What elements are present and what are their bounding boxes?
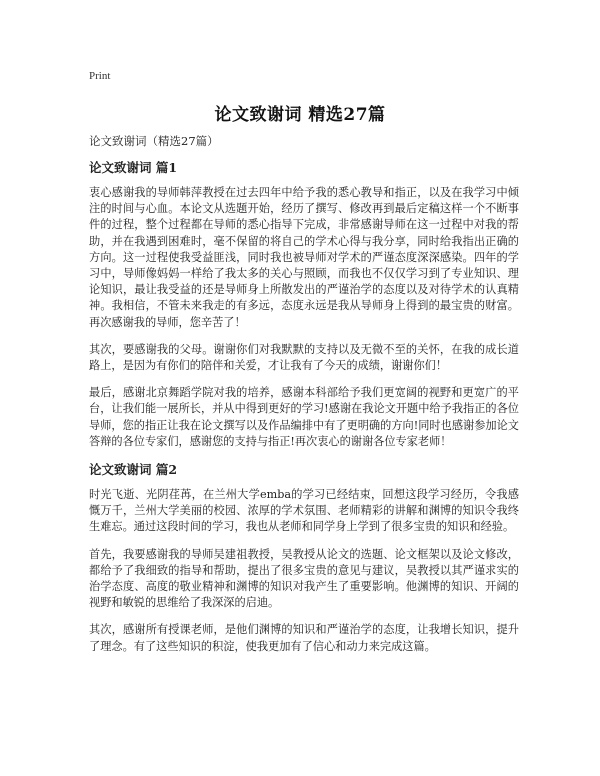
section-heading: 论文致谢词 篇1 bbox=[89, 160, 178, 175]
page-title: 论文致谢词 精选27篇 bbox=[214, 105, 386, 125]
paragraph: 其次，要感谢我的父母。谢谢你们对我默默的支持以及无微不至的关怀，在我的成长道路上，是因为有你们的陪伴和关爱，才让我有了今天的成绩，谢谢你们！ bbox=[89, 342, 519, 373]
section-heading: 论文致谢词 篇2 bbox=[89, 462, 178, 478]
document-subtitle: 论文致谢词（精选27篇） bbox=[89, 134, 219, 148]
paragraph: 时光飞逝、光阴荏苒，在兰州大学emba的学习已经结束，回想这段学习经历，令我感慨万千，兰州大学美丽的校园、浓厚的学术氛围、老师精彩的讲解和渊博的知识令我终生难忘。通过这段时间的学习，我也从老师和同学身上学到了很多宝贵的知识和经验。 bbox=[89, 488, 519, 534]
paragraph: 衷心感谢我的导师韩萍教授在过去四年中给予我的悉心教导和指正，以及在我学习中倾注的时间与心血。本论文从选题开始，经历了撰写、修改再到最后定稿这样一个不断事件的过程，整个过程都在导师的悉心指导下完成，非常感谢导师在这一过程中对我的帮助，并在我遇到困难时，毫不保留的将自己的学术心得与我分享，同时给我指出正确的方向。这一过程使我受益匪浅，同时我也被导师对学术的严谨态度深深感染。四年的学习中，导师像妈妈一样给了我太多的关心与照顾，而我也不仅仅学习到了专业知识、理论知识，最让我受益的还是导师身上所散发出的严谨治学的态度以及对待学术的认真精神。我相信，不管未来我走的有多远，态度永远是我从导师身上得到的最宝贵的财富。再次感谢我的导师，您辛苦了！ bbox=[89, 186, 519, 329]
section-2 bbox=[89, 461, 519, 655]
paragraph: 其次，感谢所有授课老师，是他们渊博的知识和严谨治学的态度，让我增长知识，提升了理念。有了这些知识的积淀，使我更加有了信心和动力来完成这篇。 bbox=[89, 623, 519, 653]
print-label: Print bbox=[89, 70, 111, 82]
paragraph: 首先，我要感谢我的导师吴建祖教授，吴教授从论文的选题、论文框架以及论文修改，都给予了我细致的指导和帮助，提出了很多宝贵的意见与建议，吴教授以其严谨求实的治学态度、高度的敬业精神和渊博的知识对我产生了重要影响。他渊博的知识、开阔的视野和敏锐的思维给了我深深的启迪。 bbox=[89, 547, 519, 610]
section-1 bbox=[89, 159, 519, 450]
paragraph: 最后，感谢北京舞蹈学院对我的培养，感谢本科部给予我们更宽阔的视野和更宽广的平台，让我们能一展所长，并从中得到更好的学习!感谢在我论文开题中给予我指正的各位导师，您的指正让我在论文撰写以及作品编排中有了更明确的方向!同时也感谢参加论文答辩的各位专家们，感谢您的支持与指正!再次衷心的谢谢各位专家老师！ bbox=[89, 386, 519, 448]
document-body bbox=[89, 132, 519, 666]
